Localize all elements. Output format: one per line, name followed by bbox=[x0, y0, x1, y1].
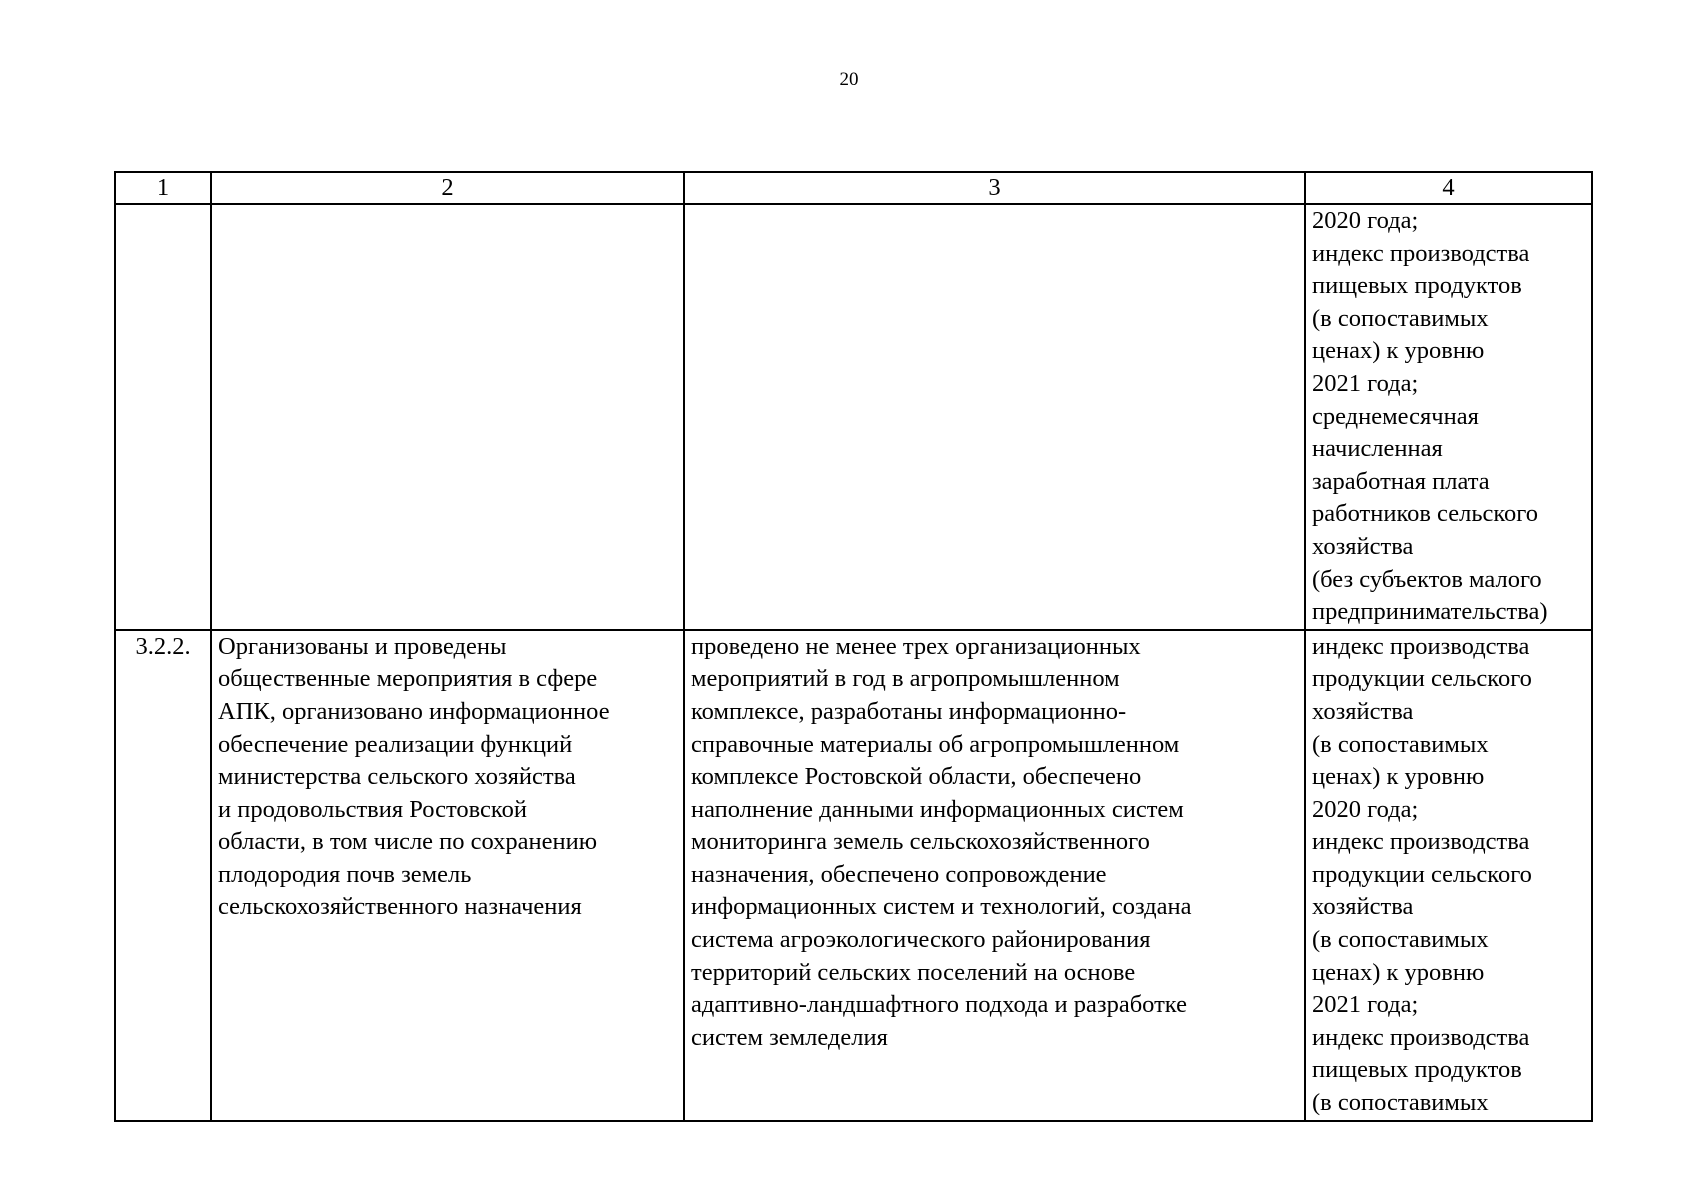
text-line: справочные материалы об агропромышленном bbox=[691, 730, 1180, 758]
text-line: хозяйства bbox=[1312, 697, 1414, 725]
text-line: АПК, организовано информационное bbox=[218, 697, 610, 725]
text-line: мониторинга земель сельскохозяйственного bbox=[691, 828, 1150, 856]
text-line: обеспечение реализации функций bbox=[218, 730, 573, 758]
text-line: наполнение данными информационных систем bbox=[691, 795, 1184, 823]
indicator-cell bbox=[1305, 204, 1592, 630]
text-line: и продовольствия Ростовской bbox=[218, 795, 527, 823]
text-line: индекс производства bbox=[1312, 1023, 1530, 1051]
text-line: система агроэкологического районирования bbox=[691, 926, 1151, 954]
text-line: хозяйства bbox=[1312, 893, 1414, 921]
header-cell-1: 1 bbox=[115, 172, 211, 204]
text-line: плодородия почв земель bbox=[218, 860, 472, 888]
text-line: комплексе, разработаны информационно- bbox=[691, 697, 1127, 725]
table-row bbox=[115, 204, 1592, 630]
table-row bbox=[115, 630, 1592, 1121]
text-line: 2021 года; bbox=[1312, 991, 1419, 1019]
text-line: индекс производства bbox=[1312, 239, 1530, 267]
text-line: назначения, обеспечено сопровождение bbox=[691, 860, 1107, 888]
text-line: (в сопоставимых bbox=[1312, 730, 1489, 758]
text-line: сельскохозяйственного назначения bbox=[218, 893, 582, 921]
text-line: (без субъектов малого bbox=[1312, 565, 1542, 593]
text-line: (в сопоставимых bbox=[1312, 926, 1489, 954]
text-line: комплексе Ростовской области, обеспечено bbox=[691, 763, 1142, 791]
header-cell-2: 2 bbox=[211, 172, 684, 204]
text-line: работников сельского bbox=[1312, 500, 1538, 528]
text-line: продукции сельского bbox=[1312, 860, 1532, 888]
text-line: ценах) к уровню bbox=[1312, 958, 1485, 986]
text-line: мероприятий в год в агропромышленном bbox=[691, 665, 1120, 693]
text-line: территорий сельских поселений на основе bbox=[691, 958, 1136, 986]
text-line: (в сопоставимых bbox=[1312, 1089, 1489, 1117]
measure-description-cell bbox=[211, 204, 684, 630]
text-line: области, в том числе по сохранению bbox=[218, 828, 598, 856]
expected-result-cell bbox=[684, 204, 1305, 630]
text-line: общественные мероприятия в сфере bbox=[218, 665, 598, 693]
text-line: пищевых продуктов bbox=[1312, 272, 1522, 300]
text-line: ценах) к уровню bbox=[1312, 337, 1485, 365]
text-line: индекс производства bbox=[1312, 828, 1530, 856]
text-line: систем земледелия bbox=[691, 1023, 888, 1051]
text-line: индекс производства bbox=[1312, 632, 1530, 660]
expected-result-cell bbox=[684, 630, 1305, 1121]
text-line: (в сопоставимых bbox=[1312, 304, 1489, 332]
measure-description-cell bbox=[211, 630, 684, 1121]
text-line: ценах) к уровню bbox=[1312, 763, 1485, 791]
text-line: заработная плата bbox=[1312, 467, 1490, 495]
row-number-cell: 3.2.2. bbox=[115, 630, 211, 1121]
text-line: адаптивно-ландшафтного подхода и разработке bbox=[691, 991, 1187, 1019]
text-line: информационных систем и технологий, создана bbox=[691, 893, 1192, 921]
text-line: продукции сельского bbox=[1312, 665, 1532, 693]
table-header-row bbox=[115, 172, 1592, 204]
text-line: Организованы и проведены bbox=[218, 632, 507, 660]
text-line: среднемесячная bbox=[1312, 402, 1479, 430]
header-cell-4: 4 bbox=[1305, 172, 1592, 204]
measures-table bbox=[114, 171, 1593, 1122]
text-line: пищевых продуктов bbox=[1312, 1056, 1522, 1084]
text-line: министерства сельского хозяйства bbox=[218, 763, 576, 791]
text-line: 2020 года; bbox=[1312, 795, 1419, 823]
text-line: хозяйства bbox=[1312, 532, 1414, 560]
row-number-cell bbox=[115, 204, 211, 630]
header-cell-3: 3 bbox=[684, 172, 1305, 204]
page-number: 20 bbox=[839, 69, 859, 90]
indicator-cell bbox=[1305, 630, 1592, 1121]
text-line: предпринимательства) bbox=[1312, 598, 1548, 626]
text-line: проведено не менее трех организационных bbox=[691, 632, 1141, 660]
text-line: начисленная bbox=[1312, 435, 1443, 463]
text-line: 2021 года; bbox=[1312, 369, 1419, 397]
text-line: 2020 года; bbox=[1312, 207, 1419, 234]
